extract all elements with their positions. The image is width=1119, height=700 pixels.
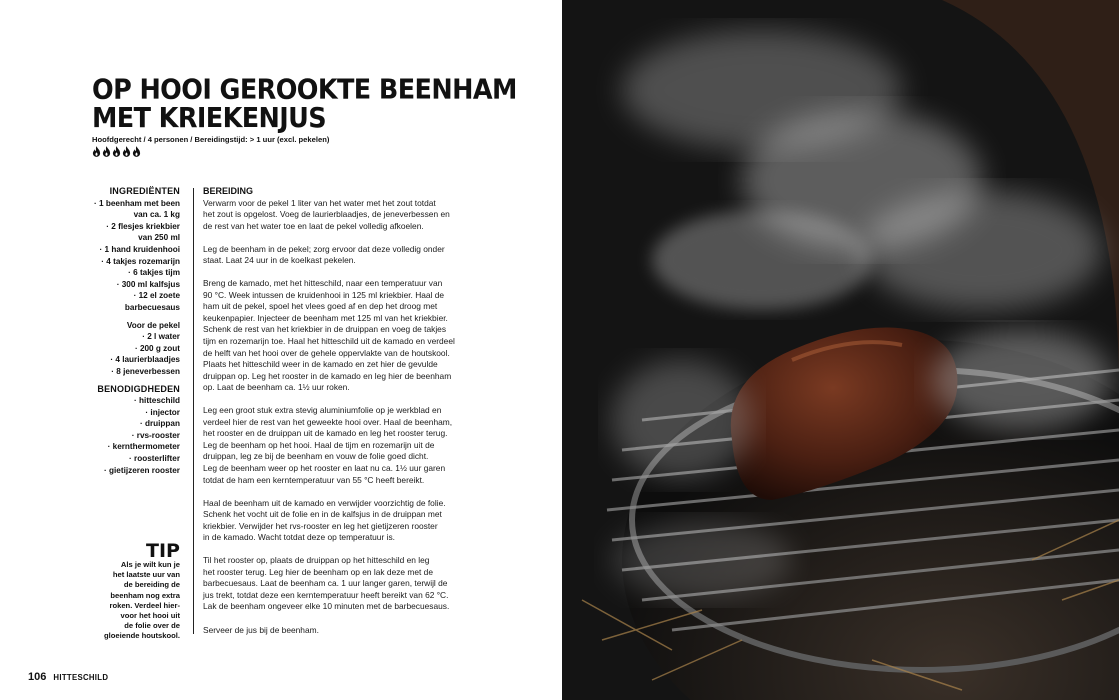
preparation-line: Haal de beenham uit de kamado en verwijder voorzichtig de folie. [203, 497, 446, 508]
flame-icon [102, 146, 111, 157]
ingredient-line: · 4 takjes rozemarijn [101, 256, 180, 266]
ingredient-line: · 1 hand kruidenhooi [99, 244, 180, 254]
preparation-line: 90 °C. Week intussen de kruidenhooi in 125 ml kriekbier. Haal de [203, 289, 445, 300]
preparation-line: Leg de beenham weer op het rooster en laat nu ca. 1½ uur garen [203, 462, 446, 473]
ingredients-column [80, 186, 180, 476]
tool-item: · roosterlifter [129, 454, 180, 464]
tool-item: · kernthermometer [107, 442, 180, 452]
preparation-line: Leg de beenham op het hooi. Haal de tijm en rozemarijn uit de [203, 439, 435, 450]
ingredient-line: · 1 beenham met been [94, 198, 180, 208]
tool-item: · rvs-rooster [131, 430, 180, 440]
recipe-title [92, 73, 517, 135]
brine-ingredient-line: · 200 g zout [134, 343, 180, 353]
brine-heading: Voor de pekel [126, 320, 180, 330]
ingredient-line: van 250 ml [138, 233, 180, 243]
flame-icon [92, 146, 101, 157]
brine-ingredient-line: · 8 jeneverbessen [111, 366, 180, 376]
tip-heading: TIP [146, 540, 180, 562]
preparation-step [203, 625, 468, 637]
ingredient-line: barbecuesaus [124, 302, 180, 312]
ingredient-line: van ca. 1 kg [133, 210, 180, 220]
preparation-line: Plaats het hitteschild weer in de kamado en zet hier de gevulde [203, 359, 438, 370]
page-number: 106 [28, 671, 47, 683]
preparation-line: de rest van het water toe en laat de pekel volledig afkoelen. [203, 220, 424, 231]
smoked-ham-on-grill-photo [562, 0, 1119, 700]
brine-list [80, 331, 180, 377]
page-footer [28, 671, 108, 683]
tool-item: · hitteschild [134, 396, 180, 406]
tool-item: · injector [145, 407, 180, 417]
tip-line: gloeiende houtskool. [104, 631, 180, 641]
preparation-line: Lak de beenham ongeveer elke 10 minuten met de barbecuesaus. [203, 601, 450, 612]
preparation-line: Schenk de rest van het kriekbier in de druippan en voeg de takjes [203, 324, 447, 335]
preparation-line: jus trekt, totdat deze een kerntemperatuur heeft bereikt van 62 °C. [203, 589, 449, 600]
preparation-line: in de kamado. Wacht totdat deze op temperatuur is. [203, 532, 395, 543]
preparation-line: kriekbier. Verwijder het rvs-rooster en leg het gietijzeren rooster [203, 520, 438, 531]
recipe-photo [562, 0, 1119, 700]
preparation-line: keukenpapier. Injecteer de beenham met 125 ml van het kriekbier. [203, 312, 448, 323]
preparation-step [203, 198, 468, 233]
preparation-step [203, 244, 468, 267]
recipe-title-line-1: OP HOOI GEROOKTE BEENHAM [92, 73, 517, 107]
preparation-line: totdat de ham een kerntemperatuur van 55 °C heeft bereikt. [203, 474, 425, 485]
tools-heading: BENODIGDHEDEN [97, 383, 180, 394]
preparation-line: het rooster en de druippan uit de kamado en leg het rooster terug. [203, 428, 448, 439]
flame-icon [132, 146, 141, 157]
recipe-title-line-2: MET KRIEKENJUS [92, 101, 327, 135]
preparation-line: tijm en rozemarijn toe. Haal het hitteschild uit de kamado en verdeel [203, 336, 455, 347]
preparation-column [203, 186, 468, 648]
preparation-step [203, 498, 468, 544]
preparation-step [203, 555, 468, 613]
tip-line: de folie over de [124, 621, 180, 631]
preparation-line: barbecuesaus. Laat de beenham ca. 1 uur langer garen, terwijl de [203, 578, 448, 589]
section-name: HITTESCHILD [53, 673, 109, 682]
preparation-line: het zout is opgelost. Voeg de laurierblaadjes, de jeneverbessen en [203, 209, 450, 220]
preparation-line: Serveer de jus bij de beenham. [203, 624, 319, 635]
preparation-line: druippan op. Leg het rooster in de kamado en leg hier de beenham [203, 370, 452, 381]
brine-ingredient-line: · 4 laurierblaadjes [110, 355, 180, 365]
recipe-meta: Hoofdgerecht / 4 personen / Bereidingstijd: > 1 uur (excl. pekelen) [92, 135, 330, 144]
flame-icon [122, 146, 131, 157]
ingredient-line: · 6 takjes tijm [128, 268, 180, 278]
tip-line: voor het hooi uit [120, 611, 180, 621]
ingredient-line: · 2 flesjes kriekbier [106, 221, 180, 231]
ingredients-list [80, 198, 180, 314]
preparation-line: Leg een groot stuk extra stevig aluminiumfolie op je werkblad en [203, 405, 442, 416]
preparation-line: het rooster terug. Leg hier de beenham op en lak deze met de [203, 566, 433, 577]
preparation-step [203, 405, 468, 486]
flame-icon [112, 146, 121, 157]
tip-line: roken. Verdeel hier- [109, 600, 180, 610]
tools-list [80, 395, 180, 476]
tip-text [92, 560, 180, 642]
preparation-line: Schenk het vocht uit de folie en in de kalfsjus in de druippan met [203, 509, 442, 520]
preparation-line: op. Laat de beenham ca. 1½ uur roken. [203, 382, 350, 393]
preparation-line: Verwarm voor de pekel 1 liter van het water met het zout totdat [203, 197, 436, 208]
tip-line: het laatste uur van [112, 570, 180, 580]
ingredient-line: · 300 ml kalfsjus [116, 279, 180, 289]
tip-line: Als je wilt kun je [120, 560, 180, 569]
brine-ingredient-line: · 2 l water [142, 332, 180, 342]
preparation-line: ham uit de pekel, spoel het vlees goed af en dep het droog met [203, 301, 438, 312]
preparation-line: staat. Laat 24 uur in de koelkast pekelen. [203, 255, 356, 266]
preparation-line: verdeel hier de rest van het geweekte hooi over. Haal de beenham, [203, 416, 453, 427]
tip-line: de bereiding de [123, 580, 180, 590]
preparation-line: de helft van het hooi over de gehele oppervlakte van de houtskool. [203, 347, 450, 358]
ingredients-heading: INGREDIËNTEN [109, 186, 180, 196]
tip-line: beenham nog extra [110, 590, 180, 600]
preparation-heading: BEREIDING [203, 186, 254, 196]
preparation-line: druippan, leg ze bij de beenham en vouw de folie goed dicht. [203, 451, 429, 462]
tool-item: · gietijzeren rooster [104, 465, 180, 475]
ingredient-line: · 12 el zoete [133, 291, 180, 301]
tool-item: · druippan [139, 419, 180, 429]
preparation-body [203, 198, 468, 637]
preparation-step [203, 278, 468, 393]
difficulty-rating [92, 146, 141, 157]
preparation-line: Leg de beenham in de pekel; zorg ervoor dat deze volledig onder [203, 243, 445, 254]
column-divider [193, 188, 194, 634]
preparation-line: Til het rooster op, plaats de druippan op het hitteschild en leg [203, 555, 430, 566]
preparation-line: Breng de kamado, met het hitteschild, naar een temperatuur van [203, 278, 443, 289]
